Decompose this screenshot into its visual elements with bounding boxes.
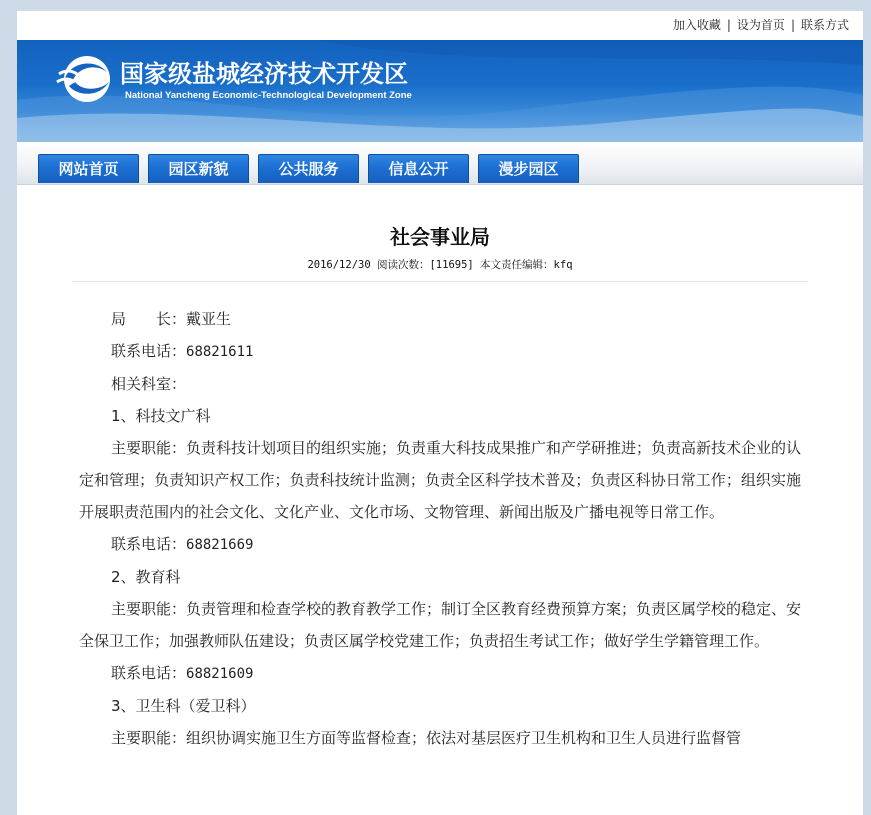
section-name: 1、科技文广科 bbox=[111, 407, 211, 425]
director-name: 戴亚生 bbox=[186, 310, 232, 328]
article-title: 社会事业局 bbox=[390, 225, 490, 249]
section-name: 2、教育科 bbox=[111, 568, 181, 586]
header-banner bbox=[17, 40, 863, 142]
section-phone-line bbox=[79, 528, 801, 561]
phone-label: 联系电话： bbox=[111, 342, 187, 360]
link-separator: | bbox=[790, 18, 795, 32]
section-phone-number: 68821669 bbox=[186, 537, 254, 553]
section-duties: 主要职能：负责管理和检查学校的教育教学工作；制订全区教育经费预算方案；负责区属学校的稳定、安全保卫工作；加强教师队伍建设；负责区属学校党建工作；负责招生考试工作；做好学生学籍管理工作。 bbox=[79, 600, 802, 650]
main-phone-line bbox=[79, 335, 801, 368]
page-frame bbox=[17, 10, 863, 815]
nav-tab-public-service[interactable]: 公共服务 bbox=[258, 154, 359, 183]
site-logo-icon[interactable] bbox=[55, 52, 115, 106]
director-label: 局 长： bbox=[111, 310, 187, 328]
nav-tab-park-news[interactable]: 园区新貌 bbox=[148, 154, 249, 183]
top-links-bar bbox=[17, 10, 863, 41]
main-nav bbox=[17, 142, 863, 185]
link-separator: | bbox=[726, 18, 731, 32]
title-divider bbox=[72, 281, 808, 282]
phone-label: 联系电话： bbox=[111, 664, 187, 682]
section-duties: 主要职能：负责科技计划项目的组织实施；负责重大科技成果推广和产学研推进；负责高新技术企业的认定和管理；负责知识产权工作；负责科技统计监测；负责全区科学技术普及；负责区科协日常工作；组织实施开展职责范围内的社会文化、文化产业、文化市场、文物管理、新闻出版及广播电视等日常工作。 bbox=[79, 439, 802, 521]
director-line bbox=[79, 303, 801, 335]
main-phone-number: 68821611 bbox=[186, 344, 254, 360]
section-name: 3、卫生科（爱卫科） bbox=[111, 697, 256, 715]
nav-tab-home[interactable]: 网站首页 bbox=[38, 154, 139, 183]
add-favorite-link[interactable]: 加入收藏 bbox=[672, 18, 721, 32]
set-homepage-link[interactable]: 设为首页 bbox=[736, 18, 785, 32]
article-content bbox=[79, 303, 801, 754]
section-duties: 主要职能：组织协调实施卫生方面等监督检查；依法对基层医疗卫生机构和卫生人员进行监督管 bbox=[111, 729, 742, 747]
section-phone-number: 68821609 bbox=[186, 666, 254, 682]
nav-tab-park-tour[interactable]: 漫步园区 bbox=[478, 154, 579, 183]
sections-label: 相关科室： bbox=[111, 375, 187, 393]
contact-link[interactable]: 联系方式 bbox=[800, 18, 849, 32]
section-phone-line bbox=[79, 657, 801, 690]
phone-label: 联系电话： bbox=[111, 535, 187, 553]
site-subtitle: National Yancheng Economic-Technological Development Zone bbox=[125, 90, 412, 101]
site-title: 国家级盐城经济技术开发区 bbox=[120, 60, 408, 88]
article-meta: 2016/12/30 阅读次数：[11695] 本文责任编辑：kfq bbox=[307, 259, 573, 271]
nav-tab-info-disclosure[interactable]: 信息公开 bbox=[368, 154, 469, 183]
